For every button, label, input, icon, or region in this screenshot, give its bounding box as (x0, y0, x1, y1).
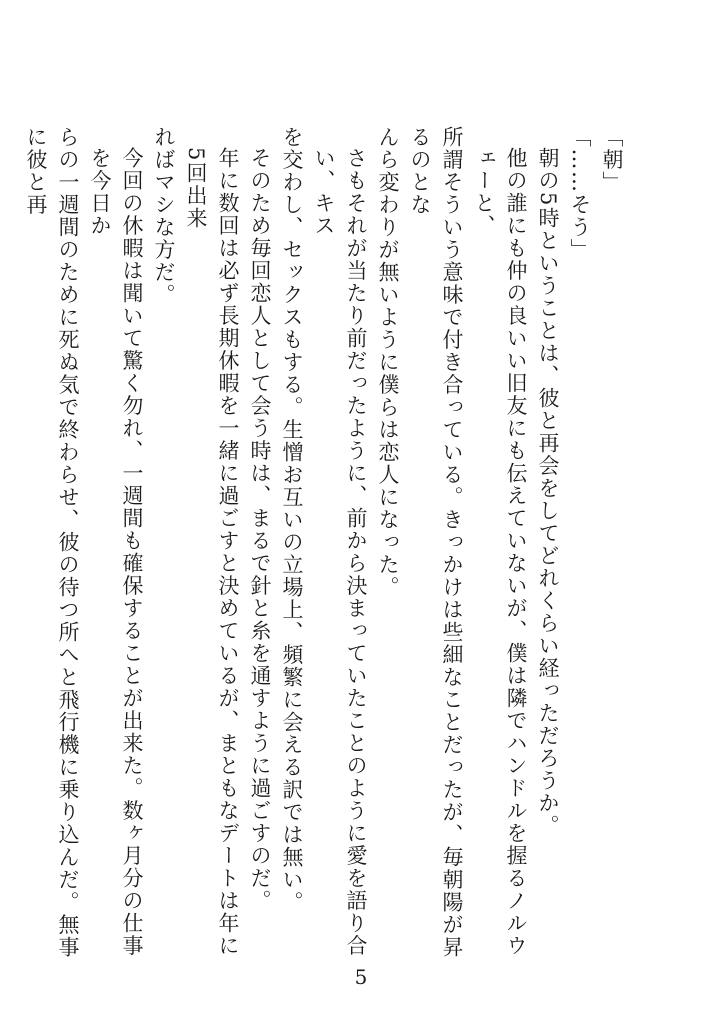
paragraph-line: 他の誰にも仲の良いい旧友にも伝えていないが、僕は隣でハンドルを握るノルウェーと、 (472, 147, 528, 957)
paragraph-line: んら変わりが無いように僕らは恋人になった。 (376, 126, 400, 599)
page-number: 5 (354, 965, 369, 989)
paragraph-line: 今回の休暇は聞いて驚く勿れ、一週間も確保することが出来た。数ヶ月分の仕事を今日か (88, 147, 144, 957)
paragraph-line: を交わし、セックスもする。生憎お互いの立場上、頻繁に会える訳では無い。 (280, 126, 304, 914)
paragraph-line: らの一週間のために死ぬ気で終わらせ、彼の待つ所へと飛行機に乗り込んだ。無事に彼と再 (24, 126, 80, 959)
paragraph-line: ればマシな方だ。 (152, 126, 176, 306)
dialogue-line: 「朝」 (600, 126, 624, 194)
paragraph-line: 朝の5時ということは、彼と再会をしてどれくらい経っただろうか。 (536, 147, 560, 837)
paragraph-line: 所謂そういう意味で付き合っている。きっかけは些細なことだったが、毎朝陽が昇るのとな (408, 126, 464, 959)
dialogue-line: 「……そう」 (568, 126, 592, 261)
paragraph-line: 年に数回は必ず長期休暇を一緒に過ごすと決めているが、まともなデートは年に5回出来 (184, 147, 240, 957)
paragraph-line: さもそれが当たり前だったように、前から決まっていたことのように愛を語り合い、キス (312, 147, 368, 957)
vertical-text-body (24, 126, 628, 966)
paragraph-line: そのため毎回恋人として会う時は、まるで針と糸を通すように過ごすのだ。 (248, 147, 272, 912)
